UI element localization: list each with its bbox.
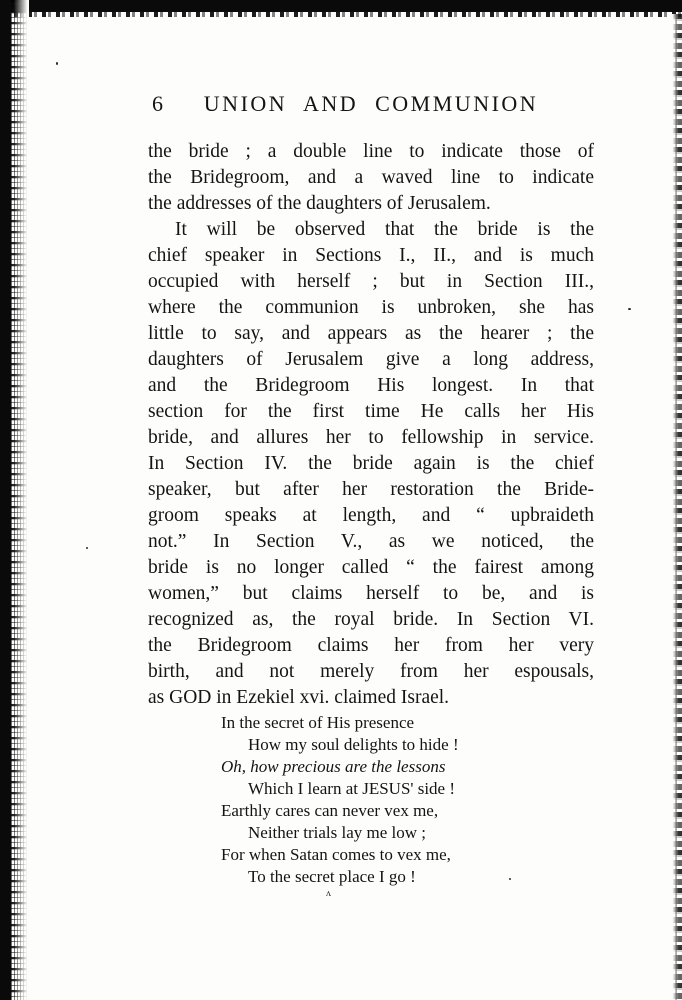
scan-speck xyxy=(86,547,88,549)
body-line: and the Bridegroom His longest. In that xyxy=(148,375,594,396)
scan-noise-left xyxy=(11,0,29,1000)
body-line: section for the first time He calls her His xyxy=(148,401,594,422)
body-line: little to say, and appears as the hearer ; the xyxy=(148,323,594,344)
body-line: recognized as, the royal bride. In Section VI. xyxy=(148,609,594,630)
scan-speck xyxy=(56,62,58,65)
body-line: speaker, but after her restoration the Bride- xyxy=(148,479,594,500)
body-line: bride, and allures her to fellowship in service. xyxy=(148,427,594,448)
printer-mark: ʌ xyxy=(326,888,331,899)
body-line: bride is no longer called “ the fairest among xyxy=(148,557,594,578)
body-line: birth, and not merely from her espousals, xyxy=(148,661,594,682)
body-line: where the communion is unbroken, she has xyxy=(148,297,594,318)
body-line: groom speaks at length, and “ upbraideth xyxy=(148,505,594,526)
verse-line: In the secret of His presence xyxy=(221,713,415,732)
verse-line: Which I learn at JESUS' side ! xyxy=(248,779,456,798)
body-line: chief speaker in Sections I., II., and is much xyxy=(148,245,594,266)
verse-line: Earthly cares can never vex me, xyxy=(221,801,439,820)
body-text-block xyxy=(148,139,594,711)
scan-speck xyxy=(628,308,631,310)
running-title: UNION AND COMMUNION xyxy=(203,91,539,116)
body-line: the Bridegroom claims her from her very xyxy=(148,635,594,656)
scan-edge-top xyxy=(0,0,682,12)
page-number: 6 xyxy=(152,91,163,116)
verse-block xyxy=(221,712,459,888)
body-line: not.” In Section V., as we noticed, the xyxy=(148,531,594,552)
body-line: women,” but claims herself to be, and is xyxy=(148,583,594,604)
body-line: daughters of Jerusalem give a long address, xyxy=(148,349,594,370)
body-line: occupied with herself ; but in Section III., xyxy=(148,271,594,292)
body-line: the bride ; a double line to indicate those of xyxy=(148,141,594,162)
verse-line: For when Satan comes to vex me, xyxy=(221,845,451,864)
verse-line: Oh, how precious are the lessons xyxy=(221,757,446,776)
scan-speck xyxy=(509,878,511,880)
page-header xyxy=(148,91,594,121)
verse-line: Neither trials lay me low ; xyxy=(248,823,426,842)
body-line: In Section IV. the bride again is the chief xyxy=(148,453,594,474)
scan-edge-top-fringe xyxy=(0,12,682,17)
body-line: the Bridegroom, and a waved line to indicate xyxy=(148,167,594,188)
scan-edge-left xyxy=(0,0,11,1000)
body-line: It will be observed that the bride is the xyxy=(175,219,594,240)
scan-noise-right xyxy=(672,14,682,1000)
body-line: the addresses of the daughters of Jerusalem. xyxy=(148,193,491,214)
verse-line: To the secret place I go ! xyxy=(248,867,416,886)
body-line: as GOD in Ezekiel xvi. claimed Israel. xyxy=(148,687,450,708)
verse-line: How my soul delights to hide ! xyxy=(248,735,459,754)
